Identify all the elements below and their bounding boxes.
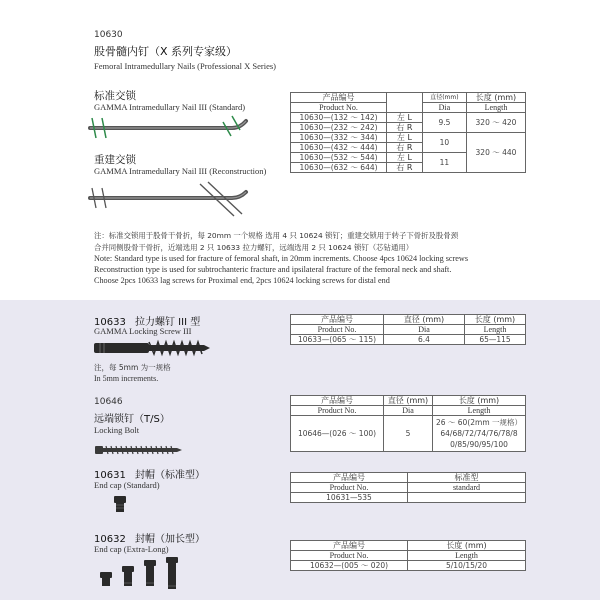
- dia-value: 5: [384, 416, 433, 452]
- header-dia-cn: 直径 (mm): [384, 396, 433, 406]
- table-header-row: [291, 483, 526, 493]
- lag-screw-title-en: GAMMA Locking Screw III: [94, 326, 192, 336]
- header-dia-en: Dia: [422, 103, 466, 113]
- table-row: [291, 493, 526, 503]
- header-dia-cn: 直径(mm): [422, 93, 466, 103]
- table-header-row: [291, 541, 526, 551]
- table-row: [291, 113, 526, 123]
- nail-spec-table: [290, 92, 526, 173]
- section-code: 10630: [94, 30, 123, 40]
- side: 右 R: [386, 123, 422, 133]
- lag-screw-note-cn: 注，每 5mm 为一规格: [94, 363, 171, 372]
- end-cap-long-table: [290, 540, 526, 571]
- table-row: [291, 133, 526, 143]
- header-dia-en: Dia: [384, 325, 465, 335]
- dia-value: 10: [422, 133, 466, 153]
- end-cap-standard-title-cn: 封帽（标准型）: [135, 470, 205, 481]
- note-cn-line2: 合并同侧股骨干骨折，近端选用 2 只 10633 拉力螺钉，远端选用 2 只 10624 锁钉（芯钻通用）: [94, 243, 414, 252]
- header-product-en: Product No.: [291, 483, 408, 493]
- header-product-en: Product No.: [291, 325, 384, 335]
- standard-label-en: GAMMA Intramedullary Nail III (Standard): [94, 102, 246, 112]
- end-cap-standard-title-en: End cap (Standard): [94, 480, 160, 490]
- header-dia-cn: 直径 (mm): [384, 315, 465, 325]
- table-header-row: [291, 396, 526, 406]
- reconstruction-label-cn: 重建交锁: [94, 154, 136, 166]
- table-header-row: [291, 93, 526, 103]
- header-product-cn: 产品编号: [291, 93, 387, 103]
- product-no: 10630—(232 ～ 242): [291, 123, 387, 133]
- table-header-row: [291, 406, 526, 416]
- lag-screw-title-cn: 拉力螺钉 III 型: [135, 317, 201, 328]
- header-product-en: Product No.: [291, 103, 387, 113]
- locking-bolt-table: [290, 395, 526, 452]
- product-no: 10646—(026 ～ 100): [291, 416, 384, 452]
- product-no: 10630—(632 ～ 644): [291, 163, 387, 173]
- header-product-cn: 产品编号: [291, 396, 384, 406]
- dia-value: 11: [422, 153, 466, 173]
- end-cap-long-title-cn: 封帽（加长型）: [135, 534, 205, 545]
- locking-bolt-title-cn: 远端锁钉（T/S）: [94, 414, 170, 425]
- table-header-row: [291, 551, 526, 561]
- length-line: 26 ～ 60(2mm 一规格）: [435, 418, 523, 427]
- product-no: 10630—(432 ～ 444): [291, 143, 387, 153]
- lag-screw-table: [290, 314, 526, 345]
- header-length-cn: 长度 (mm): [408, 541, 526, 551]
- product-no: 10633—(065 ～ 115): [291, 335, 384, 345]
- header-length-cn: 长度 (mm): [433, 396, 526, 406]
- lag-screw-note-en: In 5mm increments.: [94, 374, 159, 383]
- header-product-cn: 产品编号: [291, 315, 384, 325]
- end-cap-standard-code: 10631: [94, 470, 126, 481]
- header-length-cn: 长度 (mm): [465, 315, 526, 325]
- header-product-en: Product No.: [291, 406, 384, 416]
- length-value: 5/10/15/20: [408, 561, 526, 571]
- locking-bolt-title-en: Locking Bolt: [94, 425, 140, 435]
- table-row: [291, 335, 526, 345]
- header-type-cn: 标准型: [408, 473, 526, 483]
- header-length-en: Length: [433, 406, 526, 416]
- length-value: 320 ～ 420: [466, 113, 525, 133]
- product-no: 10630—(532 ～ 544): [291, 153, 387, 163]
- end-cap-long-title-en: End cap (Extra-Long): [94, 544, 169, 554]
- reconstruction-label-en: GAMMA Intramedullary Nail III (Reconstruction): [94, 166, 267, 176]
- product-no: 10630—(332 ～ 344): [291, 133, 387, 143]
- length-value: 65—115: [465, 335, 526, 345]
- end-cap-standard-image: [112, 494, 128, 514]
- end-cap-standard-title: [94, 466, 205, 481]
- locking-bolt-image: [94, 442, 184, 458]
- side: 左 L: [386, 113, 422, 123]
- table-row: [291, 561, 526, 571]
- header-length-en: Length: [465, 325, 526, 335]
- standard-nail-image: [82, 112, 252, 142]
- side: 左 L: [386, 153, 422, 163]
- section-title-cn: 股骨髓内钉（X 系列专家级）: [94, 45, 238, 58]
- product-no: 10631—535: [291, 493, 408, 503]
- header-type-en: standard: [408, 483, 526, 493]
- dia-value: 6.4: [384, 335, 465, 345]
- side: 右 R: [386, 143, 422, 153]
- locking-bolt-code: 10646: [94, 397, 123, 407]
- end-cap-long-title: [94, 530, 205, 545]
- note-en-line1: Note: Standard type is used for fracture of femoral shaft, in 20mm increments. Choose 4pcs 10624 locking screws: [94, 254, 469, 263]
- side: 右 R: [386, 163, 422, 173]
- length-value: 320 ～ 440: [466, 133, 525, 173]
- end-cap-standard-table: [290, 472, 526, 503]
- header-length-en: Length: [408, 551, 526, 561]
- header-length-cn: 长度 (mm): [466, 93, 525, 103]
- note-en-line3: Choose 2pcs 10633 lag screws for Proximal end, 2pcs 10624 locking screws for distal end: [94, 276, 390, 285]
- length-value: [433, 416, 526, 452]
- header-dia-en: Dia: [384, 406, 433, 416]
- table-header-row: [291, 325, 526, 335]
- standard-label-cn: 标准交锁: [94, 90, 136, 102]
- header-length-en: Length: [466, 103, 525, 113]
- end-cap-long-image: [96, 556, 196, 592]
- note-cn-line1: 注：标准交锁用于股骨干骨折，每 20mm 一个规格 选用 4 只 10624 锁钉；重建交锁用于转子下骨折及股骨颈: [94, 231, 459, 240]
- lag-screw-code: 10633: [94, 317, 126, 328]
- header-product-en: Product No.: [291, 551, 408, 561]
- header-product-cn: 产品编号: [291, 541, 408, 551]
- table-row: [291, 416, 526, 452]
- length-line: 0/85/90/95/100: [450, 440, 508, 449]
- product-no: 10632—(005 ～ 020): [291, 561, 408, 571]
- table-header-row: [291, 315, 526, 325]
- product-no: 10630—(132 ～ 142): [291, 113, 387, 123]
- dia-value: 9.5: [422, 113, 466, 133]
- end-cap-long-code: 10632: [94, 534, 126, 545]
- reconstruction-nail-image: [82, 180, 252, 220]
- header-product-cn: 产品编号: [291, 473, 408, 483]
- section-title-en: Femoral Intramedullary Nails (Professional X Series): [94, 61, 276, 71]
- note-en-line2: Reconstruction type is used for subtrochanteric fracture and ipsilateral fracture of the femoral neck and shaft.: [94, 265, 452, 274]
- lag-screw-image: [92, 338, 212, 358]
- length-line: 64/68/72/74/76/78/8: [440, 429, 518, 438]
- side: 左 L: [386, 133, 422, 143]
- table-header-row: [291, 473, 526, 483]
